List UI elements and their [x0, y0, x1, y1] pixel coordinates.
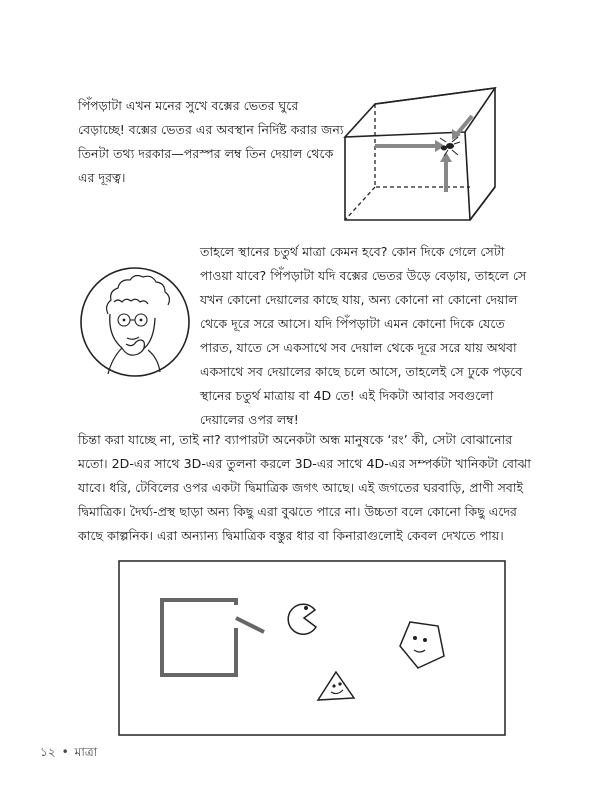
flatland-illustration: [118, 560, 506, 736]
page-number: ১২: [40, 745, 56, 759]
thinking-person-illustration: [78, 262, 193, 382]
ant-icon: [440, 137, 460, 156]
book-title: মাত্রা: [74, 745, 98, 759]
paragraph-ant-in-box: পিঁপড়াটা এখন মনের সুখে বক্সের ভেতর ঘুরে বেড়াচ্ছে! বক্সের ভেতর এর অবস্থান নির্দিষ্ট করার জন্য তিনটা তথ্য দরকার—পরস্পর লম্ব তিন দেয়াল থেকে এর দূরত্ব।: [78, 98, 344, 185]
separator-dot-icon: •: [61, 745, 69, 759]
page-footer: [40, 744, 97, 764]
paragraph-fourth-dimension: তাহলে স্থানের চতুর্থ মাত্রা কেমন হবে? কোন দিকে গেলে সেটা পাওয়া যাবে? পিঁপড়াটা যদি বক্সের ভেতর উড়ে বেড়ায়, তাহলে সে যখন কোনো দেয়ালের কাছে যায়, অন্য কোনো না কোনো দেয়াল থেকে দূরে সরে আসে। যদি পিঁপড়াটা এমন কোনো দিকে যেতে পারত, যাতে সে একসাথে সব দেয়াল থেকে দূরে সরে যায় অথবা একসাথে সব দেয়ালের কাছে চলে আসে, তাহলেই সে ঢুকে পড়বে স্থানের চতুর্থ মাত্রায় বা 4D তে! এই দিকটা আবার সবগুলো দেয়ালের ওপর লম্ব!: [200, 244, 527, 427]
paragraph-flatland: চিন্তা করা যাচ্ছে না, তাই না? ব্যাপারটা অনেকটা অন্ধ মানুষকে ‘রং’ কী, সেটা বোঝানোর মতো। 2D-এর সাথে 3D-এর তুলনা করলে 3D-এর সাথে 4D-এর সম্পর্কটা খানিকটা বোঝা যাবে। ধরি, টেবিলের ওপর একটা দ্বিমাত্রিক জগৎ আছে। এই জগতের ঘরবাড়ি, প্রাণী সবাই দ্বিমাত্রিক। দৈর্ঘ্য-প্রস্থ ছাড়া অন্য কিছু এরা বুঝতে পারে না। উচ্চতা বলে কোনো কিছু এদের কাছে কাল্পনিক। এরা অন্যান্য দ্বিমাত্রিক বস্তুর ধার বা কিনারাগুলোই কেবল দেখতে পায়।: [78, 432, 531, 543]
cube-with-ant-illustration: [340, 82, 525, 232]
